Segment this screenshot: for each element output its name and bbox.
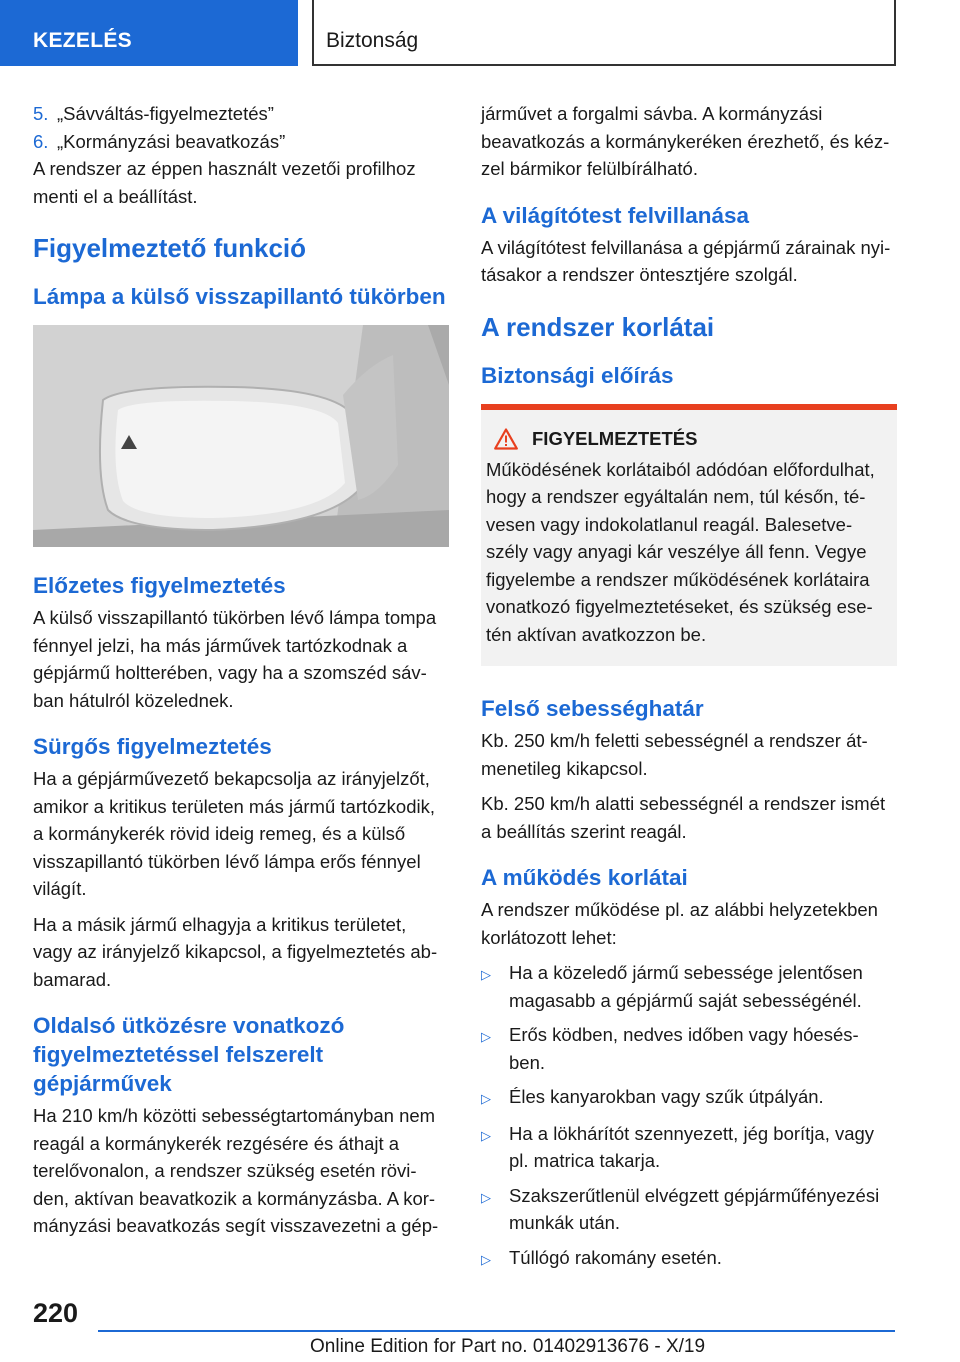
side-collision-text: Ha 210 km/h közötti sebességtartományban nem reagál a kormánykerék rezgésére és áthajt a terelővonalon, a rendszer szükség esetén rövi- den, aktívan beavatkozik a kormányzásba. A kor- mányzási beavatkozás segít visszavezetni a gép- <box>33 1105 439 1236</box>
warning-text: Működésének korlátaiból adódóan előfordulhat, hogy a rendszer egyáltalán nem, túl későn, té- vesen vagy indokolatlanul reagál. Balesetve- szély vagy anyagi kár veszélye áll fenn. Vegye figyelembe a rendszer működésének korlátaira vonatkozó figyelmeztetéseket, és szükség ese- tén aktívan avatkozzon be. <box>486 458 875 645</box>
heading-lamp: Lámpa a külső visszapillantó tükörben <box>33 284 446 309</box>
list-item: ▷ Ha a közeledő jármű sebessége jelentősen magasabb a gépjármű saját sebességénél. <box>481 959 897 1014</box>
chapter-tab[interactable]: Biztonság <box>312 0 896 66</box>
triangle-bullet-icon: ▷ <box>481 967 491 982</box>
heading-safety-note: Biztonsági előírás <box>481 362 674 388</box>
heading-light-flash: A világítótest felvillanása <box>481 202 750 228</box>
warning-title: FIGYELMEZTETÉS <box>532 427 698 449</box>
warning-box <box>481 404 897 667</box>
warning-icon <box>494 428 518 450</box>
list-item: ▷ Túllógó rakomány esetén. <box>481 1244 897 1274</box>
list-item: ▷ Erős ködben, nedves időben vagy hóesés- ben. <box>481 1021 897 1076</box>
heading-side-collision: Oldalsó ütközésre vonatkozó figyelmeztetéssel felszerelt gépjárművek <box>33 1013 345 1096</box>
mirror-illustration <box>33 325 449 547</box>
triangle-bullet-icon: ▷ <box>481 1091 491 1106</box>
triangle-bullet-icon: ▷ <box>481 1251 491 1267</box>
heading-speed-limit: Felső sebességhatár <box>481 696 704 721</box>
urgent-warning-text: Ha a gépjárművezető bekapcsolja az irányjelzőt, amikor a kritikus területen más jármű tartózkodik, a kormánykerék rövid ideig remeg, és a külső visszapillantó tükörben lévő lámpa erős fénnyel világít. <box>33 768 435 899</box>
continued-text: járművet a forgalmi sávba. A kormányzási beavatkozás a kormánykeréken érezhető, és kéz- zel bármikor felülbírálható. <box>481 103 890 179</box>
light-flash-text: A világítótest felvillanása a gépjármű zárainak nyi- tásakor a rendszer öntesztjére szolgál. <box>481 236 891 285</box>
page-header <box>0 0 960 68</box>
warning-header <box>494 428 887 450</box>
intro-text: A rendszer az éppen használt vezetői profilhoz menti el a beállítást. <box>33 158 416 207</box>
list-item: 6. „Kormányzási beavatkozás” <box>33 130 286 152</box>
triangle-bullet-icon: ▷ <box>481 1029 491 1044</box>
triangle-bullet-icon: ▷ <box>481 1189 491 1205</box>
heading-pre-warning: Előzetes figyelmeztetés <box>33 573 286 598</box>
speed-limit-text-2: Kb. 250 km/h alatti sebességnél a rendszer ismét a beállítás szerint reagál. <box>481 793 886 842</box>
triangle-bullet-icon: ▷ <box>481 1127 491 1143</box>
heading-function: Figyelmeztető funkció <box>33 233 307 263</box>
heading-urgent-warning: Sürgős figyelmeztetés <box>33 734 272 759</box>
edition-text: Online Edition for Part no. 01402913676 - X/19 <box>310 1336 706 1357</box>
operation-limits-text: A rendszer működése pl. az alábbi helyzetekben korlátozott lehet: <box>481 899 878 948</box>
page-number: 220 <box>33 1298 79 1328</box>
left-column <box>33 100 449 1248</box>
section-tab[interactable]: KEZELÉS <box>0 0 298 66</box>
pre-warning-text: A külső visszapillantó tükörben lévő lámpa tompa fénnyel jelzi, ha más járművek tartózkodnak a gépjármű holtterében, vagy ha a szomszéd sáv- ban hátulról közelednek. <box>33 607 437 711</box>
footer-divider <box>98 1330 895 1332</box>
list-item: ▷ Éles kanyarokban vagy szűk útpályán. <box>481 1083 897 1113</box>
mirror-image <box>33 325 449 547</box>
right-column <box>481 100 897 1280</box>
urgent-warning-text-2: Ha a másik jármű elhagyja a kritikus területet, vagy az irányjelző kikapcsol, a figyelmeztetés ab- bamarad. <box>33 913 438 990</box>
heading-system-limits: A rendszer korlátai <box>481 311 715 342</box>
list-item: ▷ Szakszerűtlenül elvégzett gépjárműfényezési munkák után. <box>481 1182 897 1237</box>
heading-operation-limits: A működés korlátai <box>481 865 688 890</box>
list-item: ▷ Ha a lökhárítót szennyezett, jég borítja, vagy pl. matrica takarja. <box>481 1120 897 1175</box>
list-item: 5. „Sávváltás-figyelmeztetés” <box>33 103 274 124</box>
speed-limit-text-1: Kb. 250 km/h feletti sebességnél a rendszer át- menetileg kikapcsol. <box>481 730 868 779</box>
